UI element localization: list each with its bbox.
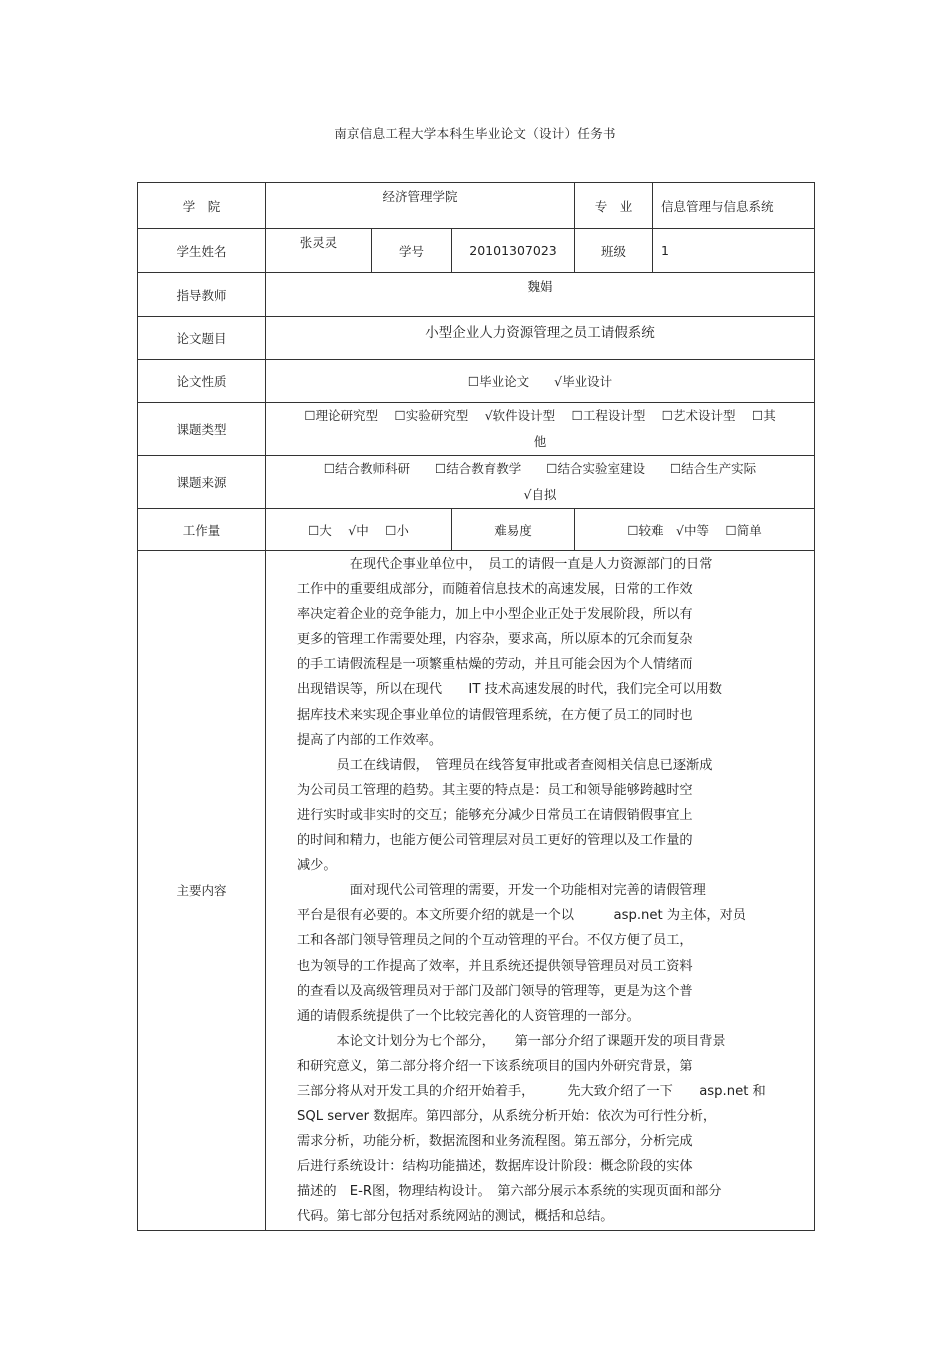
class-value: 1 — [653, 229, 815, 273]
student-value: 张灵灵 — [266, 229, 372, 273]
id-value: 20101307023 — [452, 229, 575, 273]
content-text: 在现代企事业单位中， 员工的请假一直是人力资源部门的日常 工作中的重要组成部分，而随着信息技术的高速发展，日常的工作效 率决定着企业的竞争能力，加上中小型企业正处于发展阶段，所以有 更多的管理工作需要处理，内容杂，要求高，所以原本的冗余而复杂 的手工请假流程是一项繁重枯燥的劳动，并且可能会因为个人情绪而 出现错误等，所以在现代 IT 技术高速发展的时代，我们完全可以用数 据库技术来实现企事业单位的请假管理系统，在方便了员工的同时也 提高了内部的工作效率。 员工在线请假， 管理员在线答复审批或者查阅相关信息已逐渐成 为公司员工管理的趋势。其主要的特点是：员工和领导能够跨越时空 进行实时或非实时的交互；能够充分减少日常员工在请假销假事宜上 的时间和精力，也能方便公司管理层对员工更好的管理以及工作量的 减少。 面对现代公司管理的需要，开发一个功能相对完善的请假管理 平台是很有必要的。本文所要介绍的就是一个以 asp.net 为主体，对员 工和各部门领导管理员之间的个互动管理的平台。不仅方便了员工， 也为领导的工作提高了效率，并且系统还提供领导管理员对员工资料 的查看以及高级管理员对于部门及部门领导的管理等，更是为这个普 通的请假系统提供了一个比较完善化的人资管理的一部分。 本论文计划分为七个部分， 第一部分介绍了课题开发的项目背景 和研究意义，第二部分将介绍一下该系统项目的国内外研究背景，第 三部分将从对开发工具的介绍开始着手， 先大致介绍了一下 asp.net 和 SQL server 数据库。第四部分，从系统分析开始：依次为可行性分析， 需求分析，功能分析，数据流图和业务流程图。第五部分，分析完成 后进行系统设计：结构功能描述，数据库设计阶段：概念阶段的实体 描述的 E-R图，物理结构设计。 第六部分展示本系统的实现页面和部分 代码。第七部分包括对系统网站的测试，概括和总结。 — [297, 557, 766, 1225]
row-workload — [138, 509, 815, 551]
row-nature — [138, 360, 815, 403]
source-options — [266, 456, 815, 509]
major-value: 信息管理与信息系统 — [653, 183, 815, 229]
row-type — [138, 403, 815, 456]
difficulty-label: 难易度 — [452, 509, 575, 551]
difficulty-value: ☐较难 √中等 ☐简单 — [575, 509, 815, 551]
source-options-line2: √自拟 — [523, 487, 557, 502]
advisor-label: 指导教师 — [138, 273, 266, 317]
row-content — [138, 551, 815, 1231]
nature-label: 论文性质 — [138, 360, 266, 403]
topic-value: 小型企业人力资源管理之员工请假系统 — [266, 317, 815, 360]
content-cell — [266, 551, 815, 1231]
task-form-table — [137, 182, 815, 1231]
row-topic — [138, 317, 815, 360]
row-advisor — [138, 273, 815, 317]
source-options-line1: ☐结合教师科研 ☐结合教育教学 ☐结合实验室建设 ☐结合生产实际 — [323, 461, 757, 476]
source-label: 课题来源 — [138, 456, 266, 509]
college-label: 学 院 — [138, 183, 266, 229]
nature-value: ☐毕业论文 √毕业设计 — [266, 360, 815, 403]
workload-value: ☐大 √中 ☐小 — [266, 509, 452, 551]
document-title: 南京信息工程大学本科生毕业论文（设计）任务书 — [334, 126, 616, 141]
college-value: 经济管理学院 — [266, 183, 575, 229]
content-label: 主要内容 — [138, 551, 266, 1231]
topic-label: 论文题目 — [138, 317, 266, 360]
type-options — [266, 403, 815, 456]
student-label: 学生姓名 — [138, 229, 266, 273]
workload-label: 工作量 — [138, 509, 266, 551]
class-label: 班级 — [575, 229, 653, 273]
id-label: 学号 — [372, 229, 452, 273]
row-student — [138, 229, 815, 273]
row-source — [138, 456, 815, 509]
type-options-line1: ☐理论研究型 ☐实验研究型 √软件设计型 ☐工程设计型 ☐艺术设计型 ☐其 — [304, 408, 776, 423]
major-label: 专 业 — [575, 183, 653, 229]
advisor-value: 魏娟 — [266, 273, 815, 317]
type-options-line2: 他 — [533, 434, 547, 449]
row-college — [138, 183, 815, 229]
type-label: 课题类型 — [138, 403, 266, 456]
